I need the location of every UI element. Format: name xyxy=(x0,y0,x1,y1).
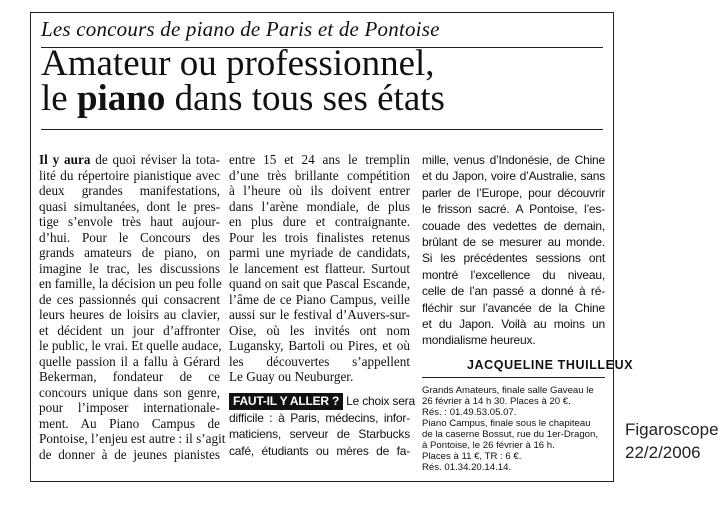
column-line: celle de l’an passé a donné à ré- xyxy=(422,284,605,299)
column-line: d’hui. Pour le Concours des xyxy=(39,229,220,245)
column-line: mille, venus d’Indonésie, de Chine xyxy=(422,153,605,167)
column-line: à l’heure où ils doivent entrer xyxy=(229,183,410,198)
article-column-2 xyxy=(229,152,415,459)
source-name: Figaroscope xyxy=(625,420,719,439)
info-box-rule xyxy=(422,377,605,378)
column-line: café, étudiants ou mères de fa- xyxy=(229,443,410,458)
headline-line2-post: dans tous ses états xyxy=(165,78,445,119)
info-line: à Pontoise, le 26 février à 16 h. xyxy=(422,440,555,451)
column-line: ment. Au Piano Campus de xyxy=(39,415,220,431)
column-line: Pontoise, l’enjeu est autre : il s’agit xyxy=(39,431,226,446)
author-signature: JACQUELINE THUILLEUX xyxy=(467,358,634,372)
headline-line2-bold: piano xyxy=(76,78,166,119)
info-line: de la caserne Bossut, rue du 1er-Dragon, xyxy=(422,429,598,440)
column-line: tige s’envole très haut aujour- xyxy=(39,214,220,229)
column-line: entre 15 et 24 ans le tremplin xyxy=(229,152,410,167)
column-line: en famille, la décision un peu folle xyxy=(39,276,222,291)
newspaper-clipping xyxy=(30,12,634,482)
column-line: et décident un jour d’affronter xyxy=(39,322,220,338)
column-line: Oise, où les invités ont nom xyxy=(229,322,410,338)
info-line: Grands Amateurs, finale salle Gaveau le xyxy=(422,385,594,396)
column-line: aussi sur le festival d’Auvers-sur- xyxy=(229,307,410,322)
info-line: Rés. : 01.49.53.05.07. xyxy=(422,407,517,418)
column-line: parmi une myriade de candidats, xyxy=(229,245,410,260)
column-line: concours unique dans son genre, xyxy=(39,384,220,400)
column-line: l’âme de ce Piano Campus, veille xyxy=(229,291,410,307)
column-line: imagine le trac, les discussions xyxy=(39,260,220,276)
info-line: Piano Campus, finale sous le chapiteau xyxy=(422,418,591,429)
column-line: et du Japon, voire d’Australie, sans xyxy=(422,169,605,184)
article-headline xyxy=(41,43,445,119)
column-line: Si les précédentes sessions ont xyxy=(422,251,605,266)
column-line: les découvertes s’appellent xyxy=(229,353,410,369)
column-line: brûlant de se mesurer au monde. xyxy=(422,235,605,250)
source-date: 22/2/2006 xyxy=(625,443,701,462)
practical-info-box xyxy=(422,385,605,473)
article-column-3 xyxy=(422,152,605,349)
column-line: Bekerman, fondateur de ce xyxy=(39,369,220,384)
source-caption xyxy=(625,418,719,464)
info-line: Places à 11 €, TR : 6 €. xyxy=(422,451,522,462)
column-line: Il y aura de quoi réviser la tota- xyxy=(39,152,220,167)
column-line: grands amateurs de piano, on xyxy=(39,245,220,260)
faut-il-line: FAUT-IL Y ALLER ? Le choix sera xyxy=(229,393,410,411)
headline-rule xyxy=(41,129,603,130)
column-line: Lugansky, Bartoli ou Pires, et où xyxy=(229,338,410,353)
column-line: pour l’imposer internationale- xyxy=(39,400,220,415)
article-kicker: Les concours de piano de Paris et de Pontoise xyxy=(41,17,440,41)
column-line: dans l’arène mondiale, de plus xyxy=(229,198,410,214)
article-column-1 xyxy=(39,152,226,462)
column-line: le frisson sacré. A Pontoise, l’es- xyxy=(422,202,605,217)
column-line: difficile : à Paris, médecins, infor- xyxy=(229,411,410,425)
column-line: Pour les trois finalistes retenus xyxy=(229,229,410,245)
column-line: leurs heures de loisirs au clavier, xyxy=(39,307,220,322)
column-line: de donner à de jeunes pianistes xyxy=(39,446,220,462)
info-line: Rés. 01.34.20.14.14. xyxy=(422,462,512,473)
column-line: quasi simultanées, dont le pres- xyxy=(39,198,220,214)
column-line: montré l’excellence du niveau, xyxy=(422,267,605,282)
column-line: en plus dure et contraignante. xyxy=(229,214,410,229)
column-line: d’une très brillante compétition xyxy=(229,167,410,183)
column-line: couade des vedettes de demain, xyxy=(422,218,605,233)
column-line: parler de l’Europe, pour découvrir xyxy=(422,185,605,200)
faut-il-y-aller-label: FAUT-IL Y ALLER ? xyxy=(229,393,343,411)
info-line: 26 février à 14 h 30. Places à 20 €. xyxy=(422,396,571,407)
column-line: maticiens, serveur de Starbucks xyxy=(229,427,410,442)
column-line: le public, le vrai. Et quelle audace, xyxy=(39,338,222,353)
column-line: quelle passion il a fallu à Gérard xyxy=(39,353,220,369)
column-line: et du Japon. Voilà au moins un xyxy=(422,317,605,332)
column-line: fléchir sur l’avancée de la Chine xyxy=(422,300,605,315)
column-line: le lancement est flatteur. Surtout xyxy=(229,260,410,276)
column-line: deux grandes manifestations, xyxy=(39,183,220,198)
column-line: Le Guay ou Neuburger. xyxy=(229,369,354,384)
column-line: de ces passionnés qui consacrent xyxy=(39,291,220,307)
column-line: lité du répertoire pianistique avec xyxy=(39,167,220,183)
column-line: mondialisme heureux. xyxy=(422,333,536,348)
headline-line1: Amateur ou professionnel, xyxy=(41,43,435,84)
column-line: quand on sait que Pascal Escande, xyxy=(229,276,410,291)
lead-in: Il y aura xyxy=(39,152,91,167)
headline-line2-pre: le xyxy=(41,78,77,119)
